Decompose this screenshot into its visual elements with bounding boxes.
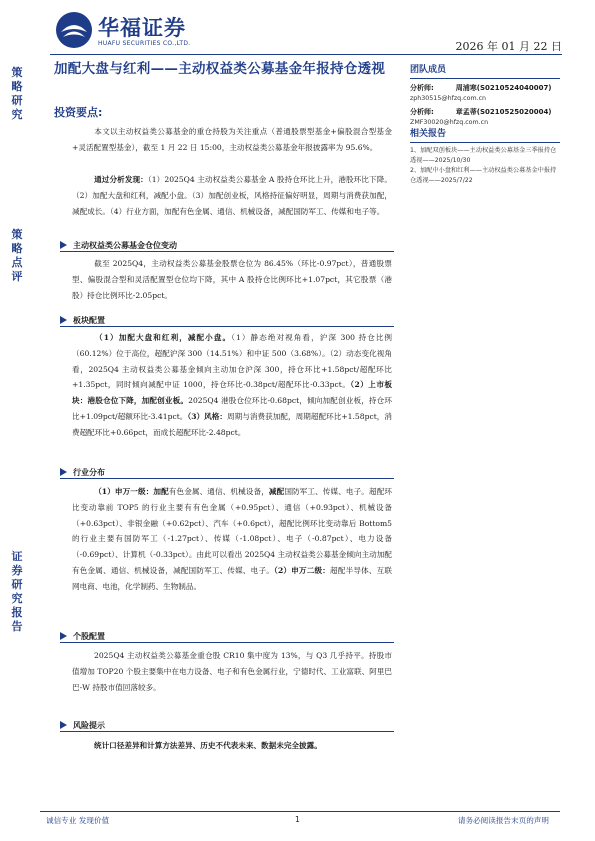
section-arrow-icon	[60, 721, 67, 729]
section-title: 个股配置	[73, 632, 105, 641]
related-report-2[interactable]: 2、加配中小盘和红利——主动权益类公募基金中报持仓透视——2025/7/22	[410, 167, 557, 184]
section-title: 风险提示	[73, 721, 105, 730]
findings-paragraph	[72, 172, 392, 219]
sector-text-1: （1）静态绝对视角看，沪深 300 持仓比例（60.12%）位于高位，超配沪深 300（14.51%）和中证 500（3.68%）。（2）动态变化视角看，2025Q4 主动权益类公募基金倾向主动加仓沪深 300，持仓环比+1.58pct/超配环比+1.35pct，同时倾向减配中证 1000，持仓环比-0.38pct/超配环比-0.33pct。	[72, 333, 392, 390]
section-arrow-icon	[60, 632, 67, 640]
sidebar-top-label: 策 略 研 究	[11, 66, 23, 121]
industry-paragraph	[72, 484, 392, 595]
stock-text: 2025Q4 主动权益类公募基金重仓股 CR10 集中度为 13%，与 Q3 几乎持平。持股市值增加 TOP20 个股主要集中在电力设备、电子和有色金属行业，宁德时代、工业富联、阿里巴巴-W 持股市值回落较多。	[72, 651, 392, 692]
related-divider	[410, 142, 560, 143]
sidebar-middle-label: 策 略 点 评	[11, 228, 23, 283]
analyst-email[interactable]: ZMF30020@hfzq.com.cn	[410, 119, 489, 126]
risk-text: 统计口径差异和计算方法差异、历史不代表未来、数据未完全披露。	[94, 741, 322, 750]
team-divider	[410, 78, 560, 79]
sector-text-3: 周期与消费获加配，周期超配环比+1.58pct，消费超配环比+0.66pct，而成长超配环比-2.48pct。	[72, 411, 392, 437]
findings-text: （1）2025Q4 主动权益类公募基金 A 股持仓环比上升，港股环比下降。（2）加配大盘和红利，减配小盘。（3）加配创业板，风格持征偏好明显，周期与消费获加配，减配成长。（4）行业方面，加配有色金属、通信、机械设备，减配国防军工、传媒和电子等。	[72, 175, 393, 216]
industry-text-2: 国防军工、传媒、电子。超配环比变动靠前 TOP5 的行业主要有有色金属（+0.95pct）、通信（+0.93pct）、机械设备（+0.63pct）、非银金融（+0.62pct）、汽车（+0.6pct），超配比例环比变动靠后 Bottom5 的行业主要有国防军工（-1.27pct）、传媒（-1.08pct）、电子（-0.87pct）、电力设备（-0.69pct）、计算机（-0.33pct）。由此可以看出 2025Q4 主动权益类公募基金倾向主动加配有色金属、通信、机械设备，减配国防军工、传媒、电子。	[72, 487, 393, 575]
intro-text: 本文以主动权益类公募基金的重仓持股为关注重点（普通股票型基金+偏股混合型基金+灵活配置型基金），截至 1 月 22 日 15:00，主动权益类公募基金年报披露率为 95.6%。	[72, 127, 392, 152]
logo-mark-icon	[54, 10, 94, 50]
sidebar-type	[8, 228, 26, 284]
sector-text-2: 2025Q4 港股仓位环比-0.68pct，倾向加配创业板，持仓环比+1.09pct/超额环比-3.41pct。	[72, 396, 393, 421]
industry-text-3: 超配半导体、互联网电商、电池，化学制药、生物制品。	[72, 565, 393, 591]
position-text: 截至 2025Q4，主动权益类公募基金股票仓位为 86.45%（环比-0.97pct），普通股票型、偏股混合型和灵活配置型仓位均下降，其中 A 股持仓比例环比+1.07pct，其它股票（港股）持仓比例环比-2.05pct。	[72, 259, 392, 300]
section-divider	[60, 326, 394, 327]
footer-divider	[40, 811, 560, 812]
section-divider	[60, 478, 394, 479]
sector-bold-3: （3）风格：	[187, 411, 228, 421]
team-panel	[410, 62, 560, 126]
related-panel	[410, 126, 560, 185]
section-divider	[60, 642, 394, 643]
intro-paragraph	[72, 124, 392, 156]
header-divider	[50, 54, 562, 55]
report-date: 2026 年 01 月 22 日	[455, 40, 562, 53]
section-divider	[60, 731, 394, 732]
section-title: 板块配置	[73, 316, 105, 325]
analyst-1-line	[410, 83, 560, 93]
related-report-1[interactable]: 1、加配双创板块——主动权益类公募基金三季报持仓透视——2025/10/30	[410, 147, 557, 164]
sector-bold-1: （1）加配大盘和红利，减配小盘。	[94, 333, 232, 342]
analyst-2	[410, 107, 560, 126]
section-arrow-icon	[60, 316, 67, 324]
sector-bold-2: （2）上市板块：港股仓位下降，加配创业板。	[72, 380, 393, 406]
sector-paragraph	[72, 330, 392, 441]
sidebar-bottom-label: 证 券 研 究 报 告	[11, 550, 23, 633]
footer-slogan: 诚信专业 发现价值	[46, 816, 110, 825]
analyst-2-line	[410, 107, 560, 117]
industry-bold-1: （1）申万一级：加配	[94, 487, 169, 496]
invest-heading: 投资要点:	[54, 106, 103, 119]
section-heading-industry	[60, 467, 105, 478]
page-title: 加配大盘与红利——主动权益类公募基金年报持仓透视	[54, 61, 386, 77]
page-number: 1	[295, 815, 300, 824]
team-heading: 团队成员	[410, 65, 447, 75]
company-logo	[54, 10, 204, 50]
findings-lead: 通过分析发现：	[94, 175, 148, 184]
section-arrow-icon	[60, 241, 67, 249]
section-arrow-icon	[60, 468, 67, 476]
analyst-email[interactable]: zph30515@hfzq.com.cn	[410, 95, 487, 102]
analyst-1	[410, 83, 560, 102]
analyst-name: 周浦寒(S0210524040007)	[455, 84, 552, 92]
industry-text-1: 有色金属、通信、机械设备，	[168, 487, 269, 496]
position-paragraph	[72, 256, 392, 303]
risk-paragraph	[72, 738, 392, 754]
footer-disclaimer: 请务必阅读报告末页的声明	[457, 816, 549, 825]
section-title: 主动权益类公募基金仓位变动	[73, 241, 177, 250]
section-heading-stock	[60, 631, 105, 642]
related-heading: 相关报告	[410, 129, 447, 139]
analyst-name: 章孟蒂(S0210525020004)	[455, 108, 552, 116]
logo-text-en: HUAFU SECURITIES CO.,LTD.	[98, 40, 191, 47]
analyst-role: 分析师:	[410, 84, 434, 92]
stock-paragraph	[72, 648, 392, 695]
sidebar-report	[8, 550, 26, 634]
section-title: 行业分布	[73, 468, 105, 477]
industry-bold-2: 减配	[268, 487, 285, 496]
industry-bold-3: （2）申万二级：	[273, 565, 331, 575]
analyst-role: 分析师:	[410, 108, 434, 116]
section-heading-position	[60, 240, 177, 251]
sidebar-category	[8, 66, 26, 122]
logo-text-cn: 华福证券	[98, 16, 186, 40]
section-divider	[60, 251, 394, 252]
section-heading-sector	[60, 315, 105, 326]
section-heading-risk	[60, 720, 105, 731]
